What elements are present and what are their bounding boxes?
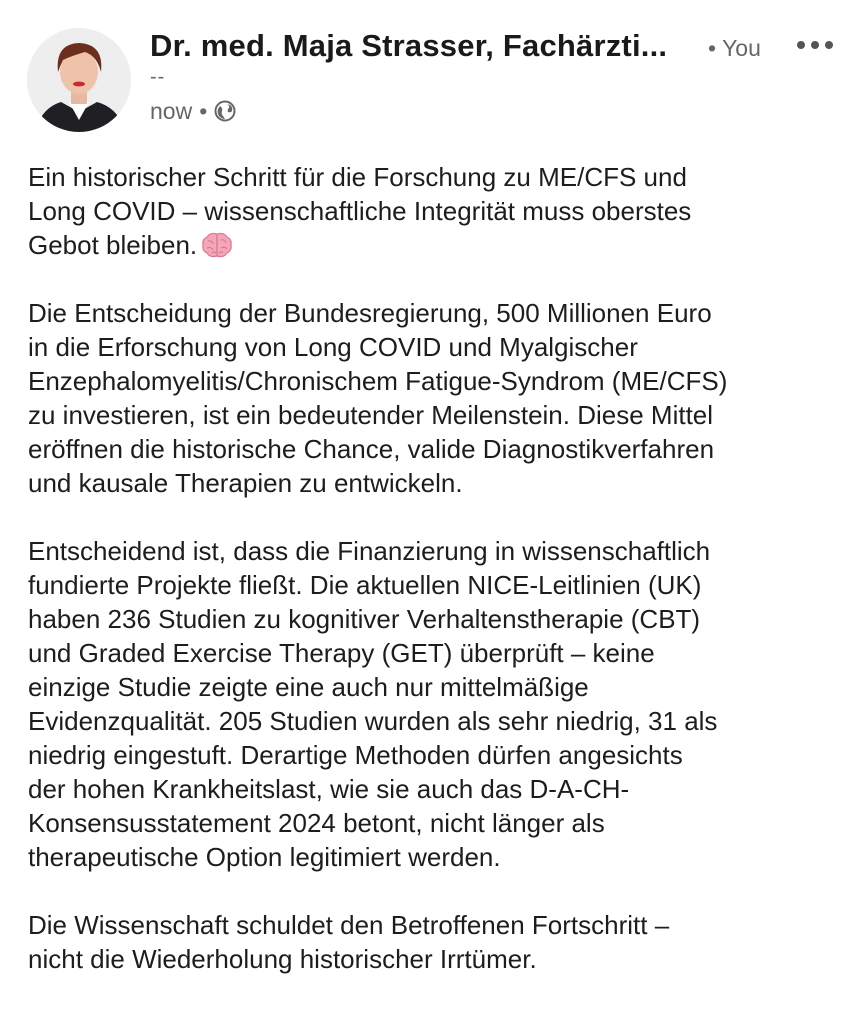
- post-line: Evidenzqualität. 205 Studien wurden als sehr niedrig, 31 als: [28, 706, 718, 736]
- post-line: Entscheidend ist, dass die Finanzierung in wissenschaftlich: [28, 536, 711, 566]
- more-icon: [792, 30, 838, 60]
- post-line: fundierte Projekte fließt. Die aktuellen NICE-Leitlinien (UK): [28, 570, 702, 600]
- post-line: in die Erforschung von Long COVID und Myalgischer: [28, 332, 638, 362]
- post-line: nicht die Wiederholung historischer Irrtümer.: [28, 944, 537, 974]
- post-paragraph-3: [28, 534, 848, 874]
- post-line: Die Wissenschaft schuldet den Betroffenen Fortschritt –: [28, 910, 670, 940]
- meta-separator: •: [199, 97, 208, 124]
- post-paragraph-4: [28, 908, 848, 976]
- globe-icon: [214, 100, 236, 122]
- post-header: [0, 0, 867, 150]
- post-timestamp: now: [150, 97, 193, 124]
- post-line: eröffnen die historische Chance, valide Diagnostikverfahren: [28, 434, 715, 464]
- post-meta: [150, 96, 236, 126]
- brain-icon: [201, 231, 233, 259]
- post-line: Die Entscheidung der Bundesregierung, 500 Millionen Euro: [28, 298, 712, 328]
- post-line: einzige Studie zeigte eine auch nur mittelmäßige: [28, 672, 589, 702]
- post-body: [28, 160, 848, 1010]
- post-line: zu investieren, ist ein bedeutender Meilenstein. Diese Mittel: [28, 400, 714, 430]
- post-line: therapeutische Option legitimiert werden.: [28, 842, 501, 872]
- post-line: niedrig eingestuft. Derartige Methoden dürfen angesichts: [28, 740, 683, 770]
- post-line: haben 236 Studien zu kognitiver Verhaltenstherapie (CBT): [28, 604, 701, 634]
- post-paragraph-1: [28, 160, 848, 262]
- connection-label: You: [722, 35, 761, 61]
- post-line: der hohen Krankheitslast, wie sie auch das D-A-CH-: [28, 774, 630, 804]
- post-line: Enzephalomyelitis/Chronischem Fatigue-Syndrom (ME/CFS): [28, 366, 728, 396]
- post-line: [28, 228, 848, 262]
- author-name[interactable]: Dr. med. Maja Strasser, Fachärzti...: [150, 28, 668, 63]
- post-line: Konsensusstatement 2024 betont, nicht länger als: [28, 808, 605, 838]
- more-options-button[interactable]: [792, 30, 838, 60]
- post-line: Ein historischer Schritt für die Forschung zu ME/CFS und: [28, 162, 687, 192]
- connection-degree: • You: [708, 35, 761, 61]
- avatar[interactable]: [27, 28, 131, 132]
- post-line: und kausale Therapien zu entwickeln.: [28, 468, 463, 498]
- post-paragraph-2: [28, 296, 848, 500]
- post-line-text: Gebot bleiben.: [28, 230, 198, 260]
- post-line: Long COVID – wissenschaftliche Integrität muss oberstes: [28, 196, 692, 226]
- post-line: und Graded Exercise Therapy (GET) überprüft – keine: [28, 638, 655, 668]
- author-headline: --: [150, 66, 166, 88]
